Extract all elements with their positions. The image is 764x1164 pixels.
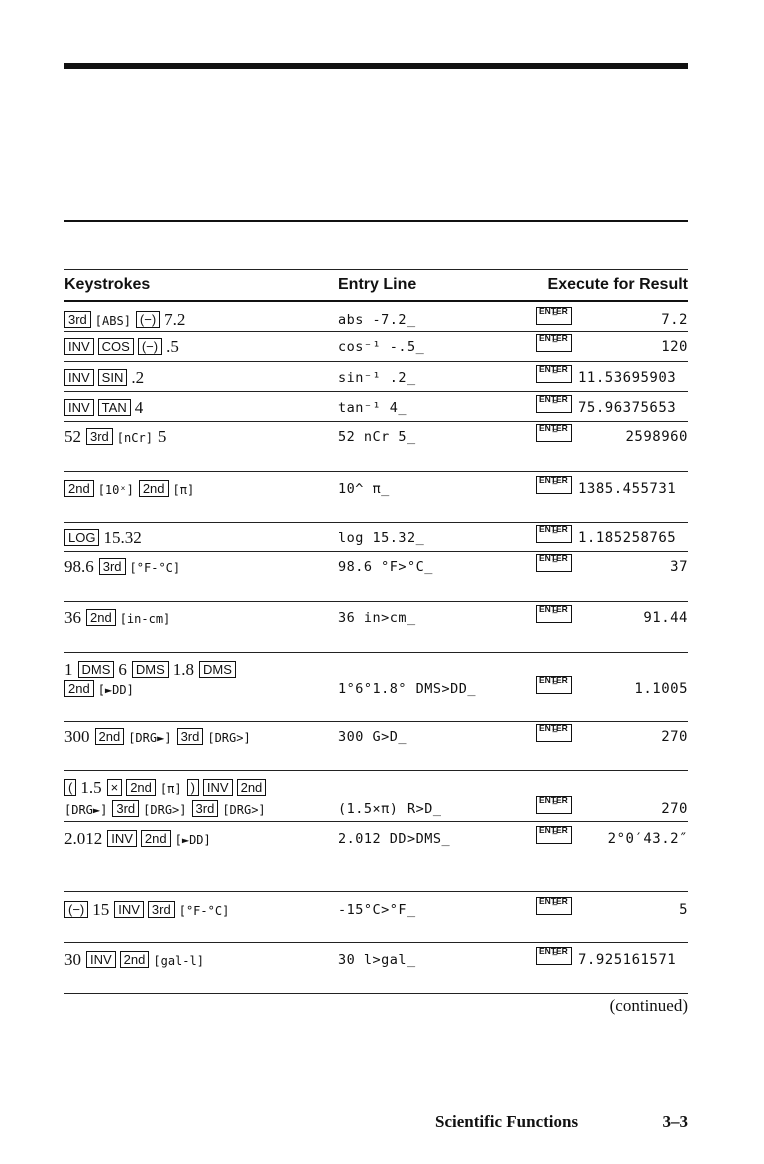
result: 7.2 bbox=[661, 312, 688, 328]
enter-label: = ENTER bbox=[539, 364, 568, 374]
second-function: [10ˣ] bbox=[97, 483, 134, 497]
enter-label: = ENTER bbox=[539, 394, 568, 404]
result: 1385.455731 bbox=[578, 481, 677, 497]
key-3rd: 3rd bbox=[112, 800, 139, 817]
entry-line: cos⁻¹ -.5_ bbox=[338, 339, 425, 355]
enter-key bbox=[536, 826, 572, 854]
row-rule bbox=[64, 361, 688, 362]
number: 98.6 bbox=[64, 557, 94, 576]
table-row bbox=[0, 826, 764, 852]
second-function: [°F-°C] bbox=[129, 561, 181, 575]
key-negative: (−) bbox=[64, 901, 88, 918]
second-function: [°F-°C] bbox=[178, 904, 230, 918]
enter-label: = ENTER bbox=[539, 946, 568, 956]
table-row bbox=[0, 424, 764, 450]
key-3rd: 3rd bbox=[64, 311, 91, 328]
result: 37 bbox=[670, 559, 688, 575]
enter-key bbox=[536, 554, 572, 582]
key-negative: (−) bbox=[138, 338, 162, 355]
row-rule bbox=[64, 471, 688, 472]
entry-line: 36 in>cm_ bbox=[338, 610, 416, 626]
entry-line: 98.6 °F>°C_ bbox=[338, 559, 433, 575]
result: 11.53695903 bbox=[578, 370, 677, 386]
result: 75.96375653 bbox=[578, 400, 677, 416]
number: 15 bbox=[92, 900, 110, 919]
second-function: [►DD] bbox=[174, 833, 211, 847]
second-function: [DRG>] bbox=[143, 803, 187, 817]
second-function: [DRG►] bbox=[128, 731, 172, 745]
entry-line: abs -7.2_ bbox=[338, 312, 416, 328]
keystrokes-cell bbox=[64, 365, 149, 391]
entry-line: tan⁻¹ 4_ bbox=[338, 400, 408, 416]
keystrokes-cell bbox=[64, 826, 216, 853]
footer-page-number: 3–3 bbox=[662, 1112, 688, 1131]
key-dms: DMS bbox=[132, 661, 169, 678]
number: 2.012 bbox=[64, 829, 103, 848]
row-rule bbox=[64, 601, 688, 602]
key-2nd: 2nd bbox=[64, 680, 94, 697]
row-rule bbox=[64, 721, 688, 722]
number: 4 bbox=[134, 398, 144, 417]
number: 15.32 bbox=[103, 528, 142, 547]
result: 91.44 bbox=[643, 610, 688, 626]
enter-key bbox=[536, 724, 572, 752]
result: 270 bbox=[661, 729, 688, 745]
second-function: [DRG>] bbox=[207, 731, 251, 745]
entry-line: 1°6°1.8° DMS>DD_ bbox=[338, 681, 477, 697]
table-row bbox=[0, 365, 764, 391]
key-2nd: 2nd bbox=[237, 779, 267, 796]
entry-line: log 15.32_ bbox=[338, 530, 425, 546]
keystrokes-cell bbox=[64, 897, 234, 924]
key-negative: (−) bbox=[136, 311, 160, 328]
key-inv: INV bbox=[64, 338, 94, 355]
table-row bbox=[0, 554, 764, 580]
key-3rd: 3rd bbox=[192, 800, 219, 817]
number: .2 bbox=[131, 368, 145, 387]
key-inv: INV bbox=[64, 399, 94, 416]
second-function: [π] bbox=[172, 483, 195, 497]
enter-key bbox=[536, 947, 572, 975]
footer-section-title: Scientific Functions bbox=[435, 1112, 579, 1131]
row-rule bbox=[64, 551, 688, 552]
header-keystrokes: Keystrokes bbox=[64, 276, 151, 293]
header-rule bbox=[64, 300, 688, 302]
row-rule bbox=[64, 891, 688, 892]
keystrokes-cell bbox=[64, 796, 271, 823]
result: 120 bbox=[661, 339, 688, 355]
key-close-paren: ) bbox=[187, 779, 199, 796]
row-rule bbox=[64, 652, 688, 653]
key-3rd: 3rd bbox=[177, 728, 204, 745]
second-function: [DRG>] bbox=[222, 803, 266, 817]
key-sin: SIN bbox=[98, 369, 128, 386]
entry-line: 30 l>gal_ bbox=[338, 952, 416, 968]
table-row bbox=[0, 724, 764, 750]
key-inv: INV bbox=[64, 369, 94, 386]
key-3rd: 3rd bbox=[148, 901, 175, 918]
number: 52 bbox=[64, 427, 81, 446]
table-row bbox=[0, 947, 764, 973]
second-function: [ABS] bbox=[94, 314, 131, 328]
keystrokes-cell bbox=[64, 605, 175, 632]
enter-label: = ENTER bbox=[539, 604, 568, 614]
enter-label: = ENTER bbox=[539, 795, 568, 805]
row-rule bbox=[64, 522, 688, 523]
keystrokes-cell bbox=[64, 525, 147, 551]
entry-line: -15°C>°F_ bbox=[338, 902, 416, 918]
top-thick-rule bbox=[64, 63, 688, 69]
key-multiply: × bbox=[107, 779, 123, 796]
key-2nd: 2nd bbox=[139, 480, 169, 497]
table-row bbox=[0, 334, 764, 360]
continued-note: (continued) bbox=[609, 996, 688, 1015]
enter-key bbox=[536, 424, 572, 452]
second-function: [DRG►] bbox=[64, 803, 108, 817]
second-function: [gal-l] bbox=[153, 954, 204, 968]
row-rule bbox=[64, 331, 688, 332]
result: 5 bbox=[679, 902, 688, 918]
key-inv: INV bbox=[203, 779, 233, 796]
key-open-paren: ( bbox=[64, 779, 76, 796]
result: 1.185258765 bbox=[578, 530, 677, 546]
header-execute: Execute for Result bbox=[547, 276, 688, 293]
key-2nd: 2nd bbox=[86, 609, 116, 626]
key-inv: INV bbox=[86, 951, 116, 968]
entry-line: 300 G>D_ bbox=[338, 729, 408, 745]
key-tan: TAN bbox=[98, 399, 131, 416]
number: 1 bbox=[64, 660, 73, 679]
second-function: [nCr] bbox=[116, 431, 153, 445]
enter-label: = ENTER bbox=[539, 333, 568, 343]
keystrokes-cell bbox=[64, 554, 185, 581]
keystrokes-cell bbox=[64, 724, 256, 751]
entry-line: 2.012 DD>DMS_ bbox=[338, 831, 451, 847]
number: 30 bbox=[64, 950, 81, 969]
key-3rd: 3rd bbox=[86, 428, 113, 445]
enter-label: = ENTER bbox=[539, 825, 568, 835]
number: 1.8 bbox=[172, 660, 195, 679]
number: .5 bbox=[166, 337, 179, 356]
entry-line: (1.5×π) R>D_ bbox=[338, 801, 442, 817]
number: 6 bbox=[118, 660, 127, 679]
table-row bbox=[0, 605, 764, 631]
result: 1.1005 bbox=[634, 681, 688, 697]
keystrokes-cell bbox=[64, 424, 171, 451]
number: 1.5 bbox=[80, 778, 102, 797]
key-2nd: 2nd bbox=[141, 830, 171, 847]
key-inv: INV bbox=[107, 830, 137, 847]
key-dms: DMS bbox=[199, 661, 236, 678]
result: 2598960 bbox=[625, 429, 688, 445]
key-log: LOG bbox=[64, 529, 99, 546]
table-row bbox=[0, 796, 764, 822]
table-row bbox=[0, 897, 764, 923]
header-entry-line: Entry Line bbox=[338, 276, 417, 293]
key-dms: DMS bbox=[78, 661, 115, 678]
keystrokes-cell bbox=[64, 395, 148, 421]
key-2nd: 2nd bbox=[126, 779, 156, 796]
key-cos: COS bbox=[98, 338, 134, 355]
enter-label: = ENTER bbox=[539, 675, 568, 685]
enter-label: = ENTER bbox=[539, 423, 568, 433]
table-row bbox=[0, 525, 764, 551]
entry-line: 52 nCr 5_ bbox=[338, 429, 416, 445]
row-rule bbox=[64, 421, 688, 422]
key-3rd: 3rd bbox=[99, 558, 126, 575]
key-inv: INV bbox=[114, 901, 144, 918]
table-top-rule bbox=[64, 269, 688, 270]
row-rule bbox=[64, 391, 688, 392]
number: 5 bbox=[157, 427, 167, 446]
enter-label: = ENTER bbox=[539, 524, 568, 534]
enter-label: = ENTER bbox=[539, 306, 568, 316]
second-function: [►DD] bbox=[97, 683, 134, 697]
enter-label: = ENTER bbox=[539, 723, 568, 733]
enter-label: = ENTER bbox=[539, 553, 568, 563]
table-row bbox=[0, 676, 764, 702]
row-rule bbox=[64, 942, 688, 943]
result: 7.925161571 bbox=[578, 952, 677, 968]
entry-line: sin⁻¹ .2_ bbox=[338, 370, 416, 386]
number: 300 bbox=[64, 727, 90, 746]
enter-key bbox=[536, 897, 572, 925]
table-row bbox=[0, 307, 764, 333]
table-row bbox=[0, 476, 764, 502]
row-rule bbox=[64, 821, 688, 822]
enter-key bbox=[536, 676, 572, 704]
second-function: [π] bbox=[159, 782, 182, 796]
row-rule bbox=[64, 770, 688, 771]
result: 270 bbox=[661, 801, 688, 817]
table-row bbox=[0, 395, 764, 421]
keystrokes-cell bbox=[64, 476, 199, 503]
number: 36 bbox=[64, 608, 81, 627]
keystrokes-cell bbox=[64, 947, 209, 974]
key-2nd: 2nd bbox=[64, 480, 94, 497]
enter-label: = ENTER bbox=[539, 475, 568, 485]
keystrokes-cell bbox=[64, 676, 139, 703]
key-2nd: 2nd bbox=[120, 951, 150, 968]
result: 2°0′43.2″ bbox=[607, 831, 688, 847]
enter-key bbox=[536, 605, 572, 633]
number: 7.2 bbox=[164, 310, 186, 329]
enter-key bbox=[536, 476, 572, 504]
enter-label: = ENTER bbox=[539, 896, 568, 906]
second-function: [in-cm] bbox=[119, 612, 171, 626]
key-2nd: 2nd bbox=[95, 728, 125, 745]
entry-line: 10^ π_ bbox=[338, 481, 390, 497]
keystrokes-cell bbox=[64, 334, 184, 360]
table-bottom-rule bbox=[64, 993, 688, 994]
keystrokes-cell bbox=[64, 307, 190, 334]
section-rule bbox=[64, 220, 688, 222]
